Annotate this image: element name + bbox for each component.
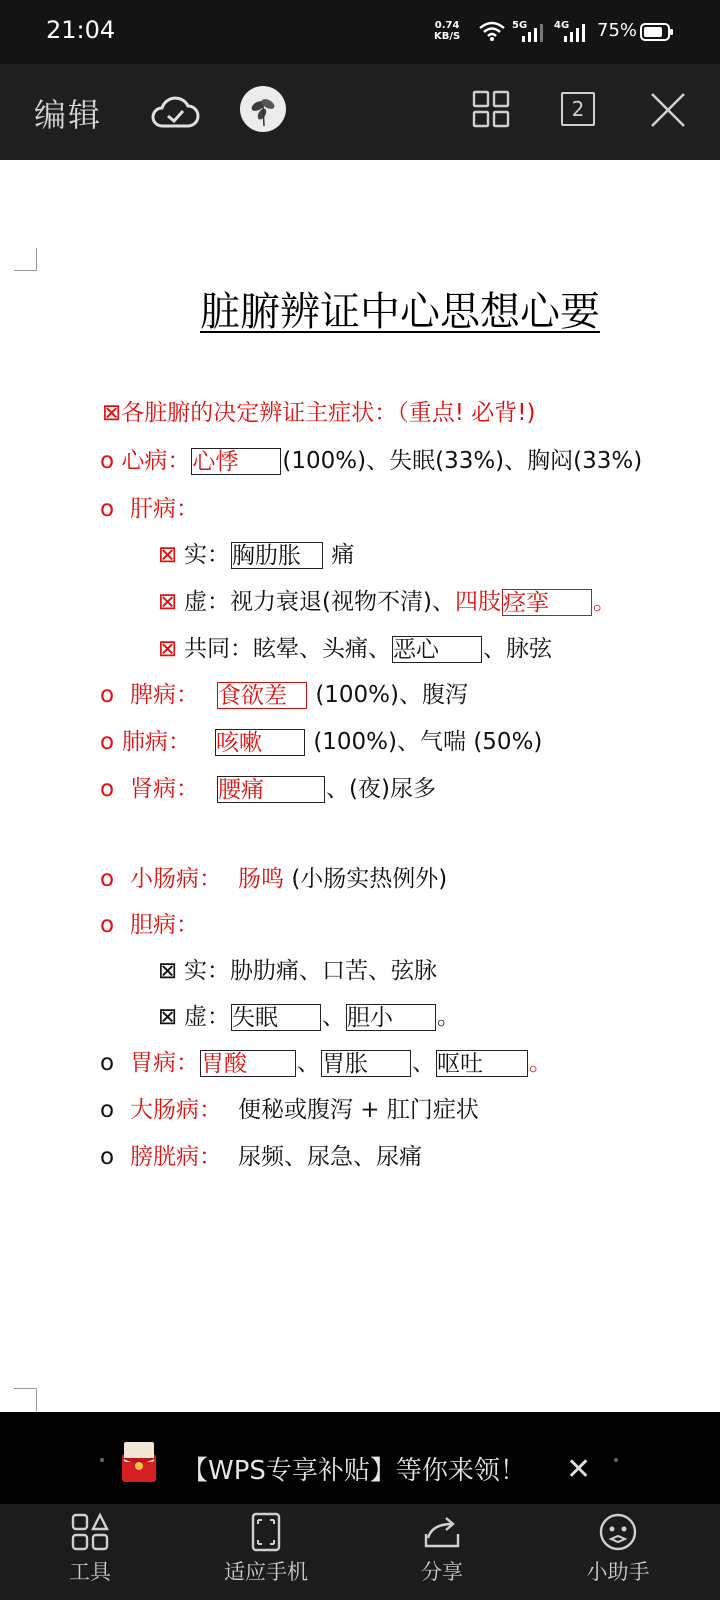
- nav-share-label: 分享: [421, 1560, 463, 1584]
- cloud-synced-icon[interactable]: [150, 92, 200, 132]
- nav-share[interactable]: [382, 1512, 502, 1586]
- small-intestine-red: 肠鸣: [238, 866, 284, 892]
- battery-icon: [640, 23, 674, 41]
- stomach-box3: 呕吐: [436, 1050, 528, 1077]
- separator: 、: [297, 1050, 320, 1076]
- signal-5g-label: 5G: [512, 20, 528, 31]
- kidney-rest: 、(夜)尿多: [326, 776, 436, 802]
- gallbladder-line: [100, 910, 199, 940]
- document-page[interactable]: [0, 160, 720, 1412]
- gallbladder-shi-line: [158, 956, 437, 986]
- avatar[interactable]: [240, 86, 286, 132]
- liver-shi-rest: 痛: [331, 542, 355, 568]
- battery-percent: 75%: [597, 20, 638, 41]
- liver-xu-box: 痉挛: [502, 589, 592, 616]
- bullet: o: [100, 1050, 115, 1076]
- gallbladder-xu-box2: 胆小: [346, 1004, 436, 1031]
- doc-title: 脏腑辨证中心思想心要: [200, 289, 600, 335]
- liver-xu-label: 虚：视力衰退(视物不清)、: [184, 589, 455, 615]
- checkbox-mark: ⊠: [158, 636, 178, 662]
- stomach-box1: 胃酸: [200, 1050, 296, 1077]
- liver-common-rest: 、脉弦: [483, 636, 552, 662]
- heart-rest: (100%)、失眠(33%)、胸闷(33%): [282, 448, 643, 474]
- promo-banner[interactable]: [0, 1412, 720, 1504]
- close-icon[interactable]: [650, 92, 686, 128]
- signal-5g-icon: [512, 20, 548, 42]
- small-intestine-label: 小肠病：: [130, 866, 222, 892]
- doc-heading: ⊠各脏腑的决定辨证主症状：（重点! 必背!): [102, 400, 536, 426]
- liver-xu-red: 四肢: [454, 589, 501, 615]
- small-intestine-rest: (小肠实热例外): [291, 866, 448, 892]
- status-time: 21:04: [46, 16, 116, 44]
- liver-label: 肝病：: [130, 496, 199, 522]
- gallbladder-label: 胆病：: [130, 912, 199, 938]
- net-speed-unit: KB/S: [434, 31, 461, 42]
- large-intestine-label: 大肠病：: [130, 1097, 222, 1123]
- edit-button[interactable]: 编辑: [34, 96, 103, 134]
- plant-avatar-icon: [240, 86, 286, 132]
- bladder-line: [100, 1142, 422, 1172]
- checkbox-mark: ⊠: [158, 542, 178, 568]
- liver-common-label: 共同：眩晕、头痛、: [184, 636, 391, 662]
- spleen-rest: (100%)、腹泻: [315, 682, 469, 708]
- gallbladder-xu-end: 。: [437, 1004, 460, 1030]
- bladder-label: 膀胱病：: [130, 1144, 222, 1170]
- status-bar: [0, 0, 720, 64]
- separator: 、: [412, 1050, 435, 1076]
- bullet: o: [100, 1097, 115, 1123]
- nav-assistant-label: 小助手: [586, 1560, 650, 1584]
- signal-4g-icon: [554, 20, 590, 42]
- lung-label: 肺病：: [122, 729, 191, 755]
- stomach-box2: 胃胀: [321, 1050, 411, 1077]
- checkbox-mark: ⊠: [158, 589, 178, 615]
- banner-dot: [614, 1458, 618, 1462]
- spleen-box: 食欲差: [217, 682, 307, 709]
- bullet: o: [100, 912, 115, 938]
- liver-xu-line: [158, 587, 616, 617]
- checkbox-mark: ⊠: [158, 1004, 178, 1030]
- assistant-icon: [598, 1512, 638, 1552]
- stomach-label: 胃病：: [130, 1050, 199, 1076]
- spleen-line: [100, 680, 468, 710]
- spleen-label: 脾病：: [130, 682, 199, 708]
- liver-common-box: 恶心: [392, 636, 482, 663]
- banner-dot: [100, 1458, 104, 1462]
- liver-line: [100, 494, 199, 524]
- small-intestine-line: [100, 864, 447, 894]
- bullet: o: [100, 776, 115, 802]
- heart-label: 心病：: [121, 448, 191, 474]
- nav-fit-phone[interactable]: [206, 1512, 326, 1586]
- heart-line: [100, 446, 642, 476]
- doc-title-wrap: [0, 280, 720, 337]
- liver-common-line: [158, 634, 552, 664]
- liver-shi-label: 实：: [184, 542, 230, 568]
- page-corner-mark: [14, 248, 37, 271]
- nav-tools[interactable]: [30, 1512, 150, 1586]
- stomach-line: [100, 1048, 552, 1078]
- page-corner-mark: [14, 1388, 37, 1413]
- gallbladder-shi: 实：胁肋痛、口苦、弦脉: [184, 958, 437, 984]
- bullet: o: [100, 729, 115, 755]
- bullet: o: [100, 1144, 115, 1170]
- fit-phone-icon: [246, 1512, 286, 1552]
- bullet: o: [100, 682, 115, 708]
- app-toolbar: [0, 64, 720, 160]
- gallbladder-xu-line: [158, 1002, 460, 1032]
- gallbladder-xu-box1: 失眠: [231, 1004, 321, 1031]
- nav-fit-phone-label: 适应手机: [224, 1560, 308, 1584]
- nav-tools-label: 工具: [69, 1560, 111, 1584]
- grid-view-icon[interactable]: [472, 90, 510, 128]
- large-intestine-line: [100, 1095, 479, 1125]
- liver-shi-box: 胸肋胀: [231, 542, 323, 569]
- lung-line: [100, 727, 542, 757]
- bottom-nav: [0, 1504, 720, 1600]
- bladder-rest: 尿频、尿急、尿痛: [238, 1144, 422, 1170]
- net-speed: [434, 20, 460, 42]
- large-intestine-rest: 便秘或腹泻 + 肛门症状: [238, 1097, 479, 1123]
- bullet: o: [100, 496, 115, 522]
- signal-4g-label: 4G: [554, 20, 570, 31]
- share-icon: [422, 1512, 462, 1552]
- separator: 、: [322, 1004, 345, 1030]
- banner-text[interactable]: 【WPS专享补贴】等你来领！: [182, 1456, 526, 1486]
- wifi-icon: [478, 20, 506, 42]
- tools-icon: [70, 1512, 110, 1552]
- net-speed-value: 0.74: [434, 20, 460, 31]
- liver-xu-end: 。: [592, 589, 616, 615]
- kidney-label: 肾病：: [130, 776, 199, 802]
- banner-close-icon[interactable]: ✕: [566, 1452, 592, 1487]
- checkbox-mark: ⊠: [158, 958, 178, 984]
- nav-assistant[interactable]: [558, 1512, 678, 1586]
- heart-symptom-box: 心悸: [191, 448, 281, 475]
- lung-rest: (100%)、气喘 (50%): [313, 729, 543, 755]
- liver-shi-line: [158, 540, 354, 570]
- kidney-line: [100, 774, 436, 804]
- kidney-box: 腰痛: [217, 776, 325, 803]
- red-envelope-icon: [120, 1440, 158, 1484]
- tabs-count-button[interactable]: 2: [561, 92, 595, 126]
- gallbladder-xu-label: 虚：: [184, 1004, 230, 1030]
- lung-box: 咳嗽: [215, 729, 305, 756]
- bullet: o: [100, 448, 115, 474]
- bullet: o: [100, 866, 115, 892]
- stomach-end: 。: [529, 1050, 552, 1076]
